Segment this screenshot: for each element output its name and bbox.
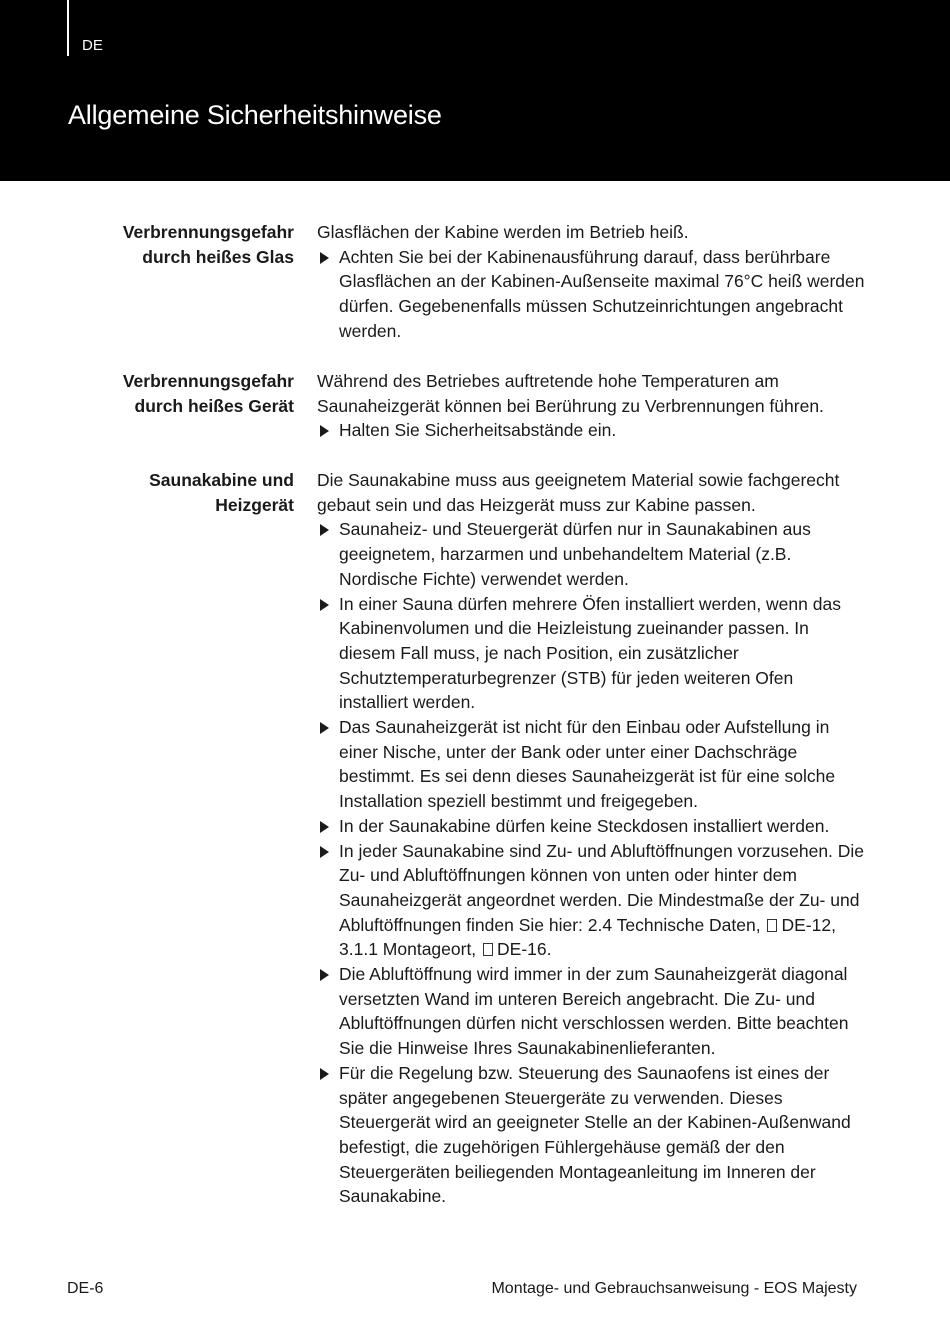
page-title: Allgemeine Sicherheitshinweise bbox=[68, 100, 442, 130]
page-reference-link[interactable]: DE-16. bbox=[497, 939, 552, 960]
list-item: Halten Sie Sicherheitsabstände ein. bbox=[317, 418, 867, 443]
intro-text: Glasflächen der Kabine werden im Betrieb heiß. bbox=[317, 222, 689, 242]
triangle-bullet-icon bbox=[320, 821, 329, 833]
page-header bbox=[0, 0, 950, 181]
section-heading: Saunakabine und Heizgerät bbox=[149, 470, 294, 515]
list-item: In jeder Saunakabine sind Zu- und Abluftöffnungen vorzusehen. Die Zu- und Abluftöffnungen können von unten oder hinter dem Saunaheizgerät angeordnet werden. Die Mindestmaße der Zu- und Abluftöffnungen finden Sie hier: 2.4 Technische Daten, DE-12, 3.1.1 Montageort, DE-16. bbox=[317, 839, 867, 963]
section-heading: Verbrennungsgefahr durch heißes Gerät bbox=[122, 371, 294, 416]
list-item: In einer Sauna dürfen mehrere Öfen installiert werden, wenn das Kabinenvolumen und die Heizleistung zueinander passen. In diesem Fall muss, je nach Position, ein zusätzlicher Schutztemperaturbegrenzer (STB) für jeden weiteren Ofen installiert werden. bbox=[317, 592, 867, 716]
triangle-bullet-icon bbox=[320, 252, 329, 264]
list-item: In der Saunakabine dürfen keine Steckdosen installiert werden. bbox=[317, 814, 867, 839]
triangle-bullet-icon bbox=[320, 722, 329, 734]
page-reference-icon bbox=[483, 943, 493, 956]
intro-text: Während des Betriebes auftretende hohe Temperaturen am Saunaheizgerät können bei Berührung zu Verbrennungen führen. bbox=[317, 371, 824, 416]
intro-text: Die Saunakabine muss aus geeignetem Material sowie fachgerecht gebaut sein und das Heizgerät muss zur Kabine passen. bbox=[317, 470, 840, 515]
section-body bbox=[317, 369, 867, 443]
list-item: Die Abluftöffnung wird immer in der zum Saunaheizgerät diagonal versetzten Wand im unteren Bereich angebracht. Die Zu- und Abluftöffnungen dürfen nicht verschlossen werden. Bitte beachten Sie die Hinweise Ihres Saunakabinenlieferanten. bbox=[317, 962, 867, 1061]
triangle-bullet-icon bbox=[320, 599, 329, 611]
language-tag: DE bbox=[82, 37, 103, 54]
triangle-bullet-icon bbox=[320, 524, 329, 536]
triangle-bullet-icon bbox=[320, 846, 329, 858]
triangle-bullet-icon bbox=[320, 969, 329, 981]
list-item: Das Saunaheizgerät ist nicht für den Einbau oder Aufstellung in einer Nische, unter der Bank oder unter einer Dachschräge bestimmt. Es sei denn dieses Saunaheizgerät ist für eine solche Installation speziell bestimmt und freigegeben. bbox=[317, 715, 867, 814]
section-body bbox=[317, 468, 867, 1209]
list-item: Saunaheiz- und Steuergerät dürfen nur in Saunakabinen aus geeignetem, harzarmen und unbehandeltem Material (z.B. Nordische Fichte) verwendet werden. bbox=[317, 517, 867, 591]
header-rule bbox=[67, 0, 69, 56]
page-number: DE-6 bbox=[67, 1280, 104, 1297]
page-reference-icon bbox=[767, 919, 777, 932]
list-item: Achten Sie bei der Kabinenausführung darauf, dass berührbare Glasflächen an der Kabinen-Außenseite maximal 76°C heiß werden dürfen. Gegebenenfalls müssen Schutzeinrichtungen angebracht werden. bbox=[317, 245, 867, 344]
triangle-bullet-icon bbox=[320, 1068, 329, 1080]
section-heading: Verbrennungsgefahr durch heißes Glas bbox=[122, 222, 294, 267]
list-item: Für die Regelung bzw. Steuerung des Saunaofens ist eines der später angegebenen Steuergeräte zu verwenden. Dieses Steuergerät wird an geeigneter Stelle an der Kabinen-Außenwand befestigt, die zugehörigen Fühlergehäuse gemäß der den Steuergeräten beiliegenden Montageanleitung im Inneren der Saunakabine. bbox=[317, 1061, 867, 1209]
document-title: Montage- und Gebrauchsanweisung - EOS Majesty bbox=[491, 1280, 857, 1297]
page-reference-link[interactable]: DE-12, 3.1.1 Montageort, bbox=[339, 914, 836, 960]
triangle-bullet-icon bbox=[320, 425, 329, 437]
section-body bbox=[317, 220, 867, 344]
